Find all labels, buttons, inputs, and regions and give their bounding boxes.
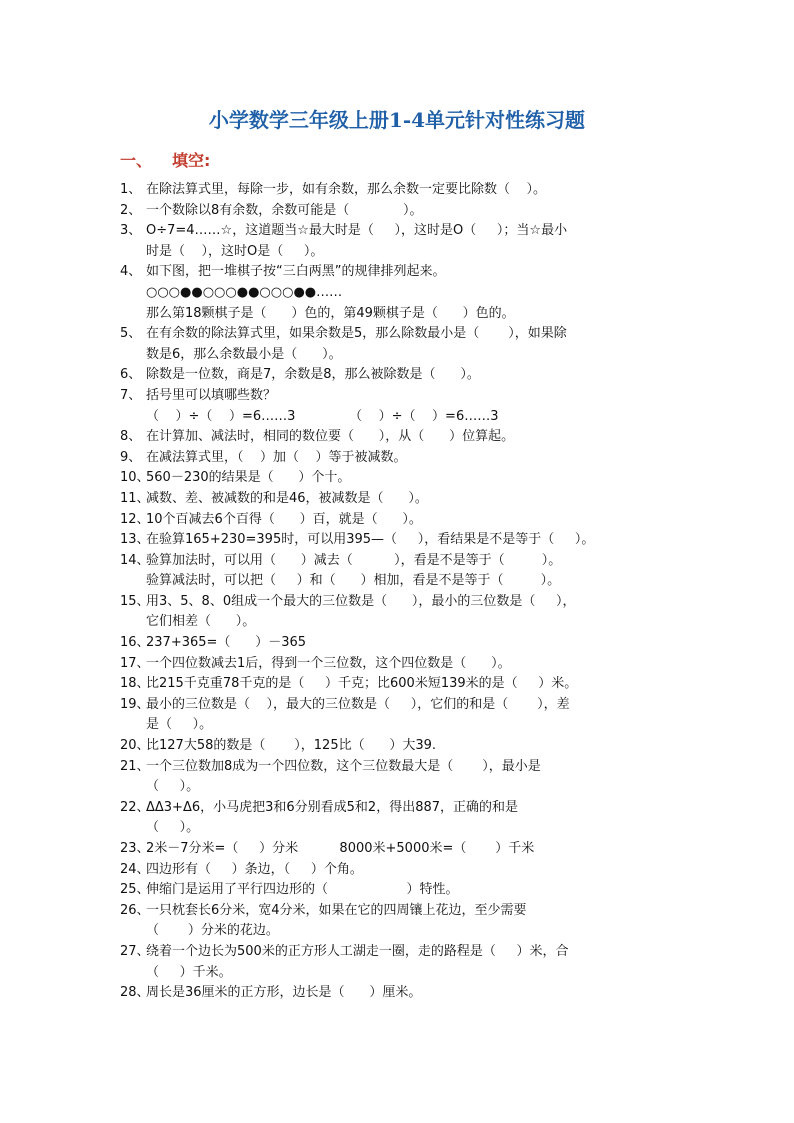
question-line: 伸缩门是运用了平行四边形的（ ）特性。 (146, 882, 459, 898)
question-text (146, 180, 690, 201)
question-text (146, 736, 690, 757)
question-text (146, 901, 690, 942)
question-line: 周长是36厘米的正方形，边长是（ ）厘米。 (146, 985, 422, 1001)
question-text (146, 839, 690, 860)
question-text (146, 489, 690, 510)
section-label: 填空: (172, 151, 211, 170)
question-line: 验算减法时，可以把（ ）和（ ）相加，看是不是等于（ ）。 (146, 573, 561, 589)
question-number: 21、 (120, 758, 150, 774)
question-item (120, 427, 690, 448)
question-line: 在有余数的除法算式里，如果余数是5，那么除数最小是（ ），如果除 (146, 326, 567, 342)
question-item (120, 798, 690, 839)
question-line: 它们相差（ ）。 (146, 614, 256, 630)
question-line: （ ）分米的花边。 (146, 923, 279, 939)
question-number: 16、 (120, 635, 150, 651)
question-item (120, 674, 690, 695)
question-line: 绕着一个边长为500米的正方形人工湖走一圈，走的路程是（ ）米，合 (146, 943, 569, 959)
question-line: 最小的三位数是（ ），最大的三位数是（ ），它们的和是（ ），差 (146, 696, 570, 712)
question-line: （ ）千米。 (146, 964, 232, 980)
question-item (120, 592, 690, 633)
question-line: 一只枕套长6分米，宽4分米，如果在它的四周镶上花边，至少需要 (146, 902, 527, 918)
question-number: 1、 (120, 182, 142, 197)
question-text (146, 530, 690, 551)
question-line: 用3、5、8、0组成一个最大的三位数是（ ），最小的三位数是（ ）， (146, 593, 576, 609)
question-line: 比127大58的数是（ ），125比（ ）大39. (146, 738, 437, 754)
question-text (146, 468, 690, 489)
question-number: 6、 (120, 367, 142, 383)
question-number: 24、 (120, 861, 150, 877)
question-item (120, 942, 690, 983)
question-number: 25、 (120, 882, 150, 898)
question-text (146, 798, 690, 839)
question-number: 8、 (120, 429, 142, 445)
question-item (120, 180, 690, 201)
section-heading (120, 148, 210, 171)
question-text (146, 757, 690, 798)
question-line: 在除法算式里，每除一步，如有余数，那么余数一定要比除数（ ）。 (146, 182, 547, 197)
question-number: 17、 (120, 655, 150, 671)
question-number: 15、 (120, 593, 150, 609)
question-number: 23、 (120, 841, 150, 856)
question-item (120, 736, 690, 757)
question-number: 20、 (120, 738, 150, 754)
question-text (146, 633, 690, 654)
question-line: （ ）。 (146, 820, 200, 836)
question-item (120, 983, 690, 1004)
question-number: 11、 (120, 490, 150, 506)
question-item (120, 262, 690, 324)
question-text (146, 324, 690, 365)
question-text (146, 880, 690, 901)
question-line: 除数是一位数，商是7，余数是8，那么被除数是（ ）。 (146, 367, 480, 383)
question-item (120, 880, 690, 901)
question-number: 19、 (120, 696, 150, 712)
question-text (146, 510, 690, 531)
question-text (146, 592, 690, 633)
question-number: 2、 (120, 202, 142, 218)
question-line: 如下图，把一堆棋子按“三白两黑”的规律排列起来。 (146, 264, 446, 280)
question-text (146, 942, 690, 983)
question-text (146, 201, 690, 222)
question-number: 18、 (120, 676, 150, 692)
question-line: ○○○●●○○○●●○○○●●…… (146, 284, 343, 300)
question-item (120, 860, 690, 881)
question-number: 27、 (120, 943, 150, 959)
question-item (120, 633, 690, 654)
question-text (146, 654, 690, 675)
question-number: 9、 (120, 449, 142, 465)
question-line: 2米－7分米=（ ）分米 8000米+5000米=（ ）千米 (146, 841, 535, 856)
question-item (120, 695, 690, 736)
question-line: 237+365=（ ）－365 (146, 635, 307, 651)
question-text (146, 674, 690, 695)
question-line: ΔΔ3+Δ6，小马虎把3和6分别看成5和2，得出887，正确的和是 (146, 799, 519, 815)
question-number: 22、 (120, 799, 150, 815)
question-item (120, 468, 690, 489)
question-text (146, 448, 690, 469)
question-line: 比215千克重78千克的是（ ）千克；比600米短139米的是（ ）米。 (146, 676, 578, 692)
question-line: 减数、差、被减数的和是46，被减数是（ ）。 (146, 490, 428, 506)
question-number: 28、 (120, 985, 150, 1001)
question-number: 7、 (120, 387, 142, 403)
question-number: 10、 (120, 470, 150, 486)
question-line: 在验算165+230=395时，可以用395—（ ），看结果是不是等于（ ）。 (146, 532, 595, 548)
question-item (120, 221, 690, 262)
question-line: 一个三位数加8成为一个四位数，这个三位数最大是（ ），最小是 (146, 758, 541, 774)
question-line: 是（ ）。 (146, 717, 213, 733)
question-line: 10个百减去6个百得（ ）百，就是（ ）。 (146, 511, 422, 527)
section-number: 一、 (120, 151, 153, 170)
question-text (146, 695, 690, 736)
question-item (120, 901, 690, 942)
question-line: （ ）。 (146, 779, 200, 795)
question-number: 5、 (120, 326, 142, 342)
question-list (120, 180, 690, 1004)
question-line: 560－230的结果是（ ）个十。 (146, 470, 351, 486)
question-item (120, 386, 690, 427)
question-line: 数是6，那么余数最小是（ ）。 (146, 346, 342, 362)
question-text (146, 365, 690, 386)
question-text (146, 427, 690, 448)
question-text (146, 262, 690, 324)
question-number: 4、 (120, 264, 142, 280)
question-number: 13、 (120, 532, 150, 548)
question-item (120, 201, 690, 222)
question-item (120, 757, 690, 798)
question-text (146, 221, 690, 262)
question-item (120, 365, 690, 386)
question-line: 那么第18颗棋子是（ ）色的，第49颗棋子是（ ）色的。 (146, 305, 515, 321)
question-line: 一个数除以8有余数，余数可能是（ ）。 (146, 202, 423, 218)
question-text (146, 860, 690, 881)
question-item (120, 510, 690, 531)
question-number: 12、 (120, 511, 150, 527)
question-line: 时是（ ），这时O是（ ）。 (146, 243, 324, 259)
question-line: 在减法算式里，（ ）加（ ）等于被减数。 (146, 449, 407, 465)
question-item (120, 489, 690, 510)
question-item (120, 530, 690, 551)
question-item (120, 654, 690, 675)
question-number: 26、 (120, 902, 150, 918)
question-item (120, 324, 690, 365)
question-line: 四边形有（ ）条边，（ ）个角。 (146, 861, 363, 877)
question-number: 3、 (120, 223, 142, 239)
question-line: O÷7=4……☆，这道题当☆最大时是（ ），这时是O（ ）；当☆最小 (146, 223, 568, 239)
question-text (146, 386, 690, 427)
question-line: 括号里可以填哪些数？ (146, 387, 277, 403)
question-number: 14、 (120, 552, 150, 568)
question-line: （ ）÷（ ）=6……3 （ ）÷（ ）=6……3 (146, 408, 499, 424)
question-line: 验算加法时，可以用（ ）减去（ ），看是不是等于（ ）。 (146, 552, 562, 568)
question-item (120, 551, 690, 592)
question-item (120, 839, 690, 860)
question-line: 一个四位数减去1后，得到一个三位数，这个四位数是（ ）。 (146, 655, 511, 671)
question-text (146, 983, 690, 1004)
question-item (120, 448, 690, 469)
question-text (146, 551, 690, 592)
question-line: 在计算加、减法时，相同的数位要（ ），从（ ）位算起。 (146, 429, 515, 445)
page-title: 小学数学三年级上册1-4单元针对性练习题 (208, 108, 586, 132)
